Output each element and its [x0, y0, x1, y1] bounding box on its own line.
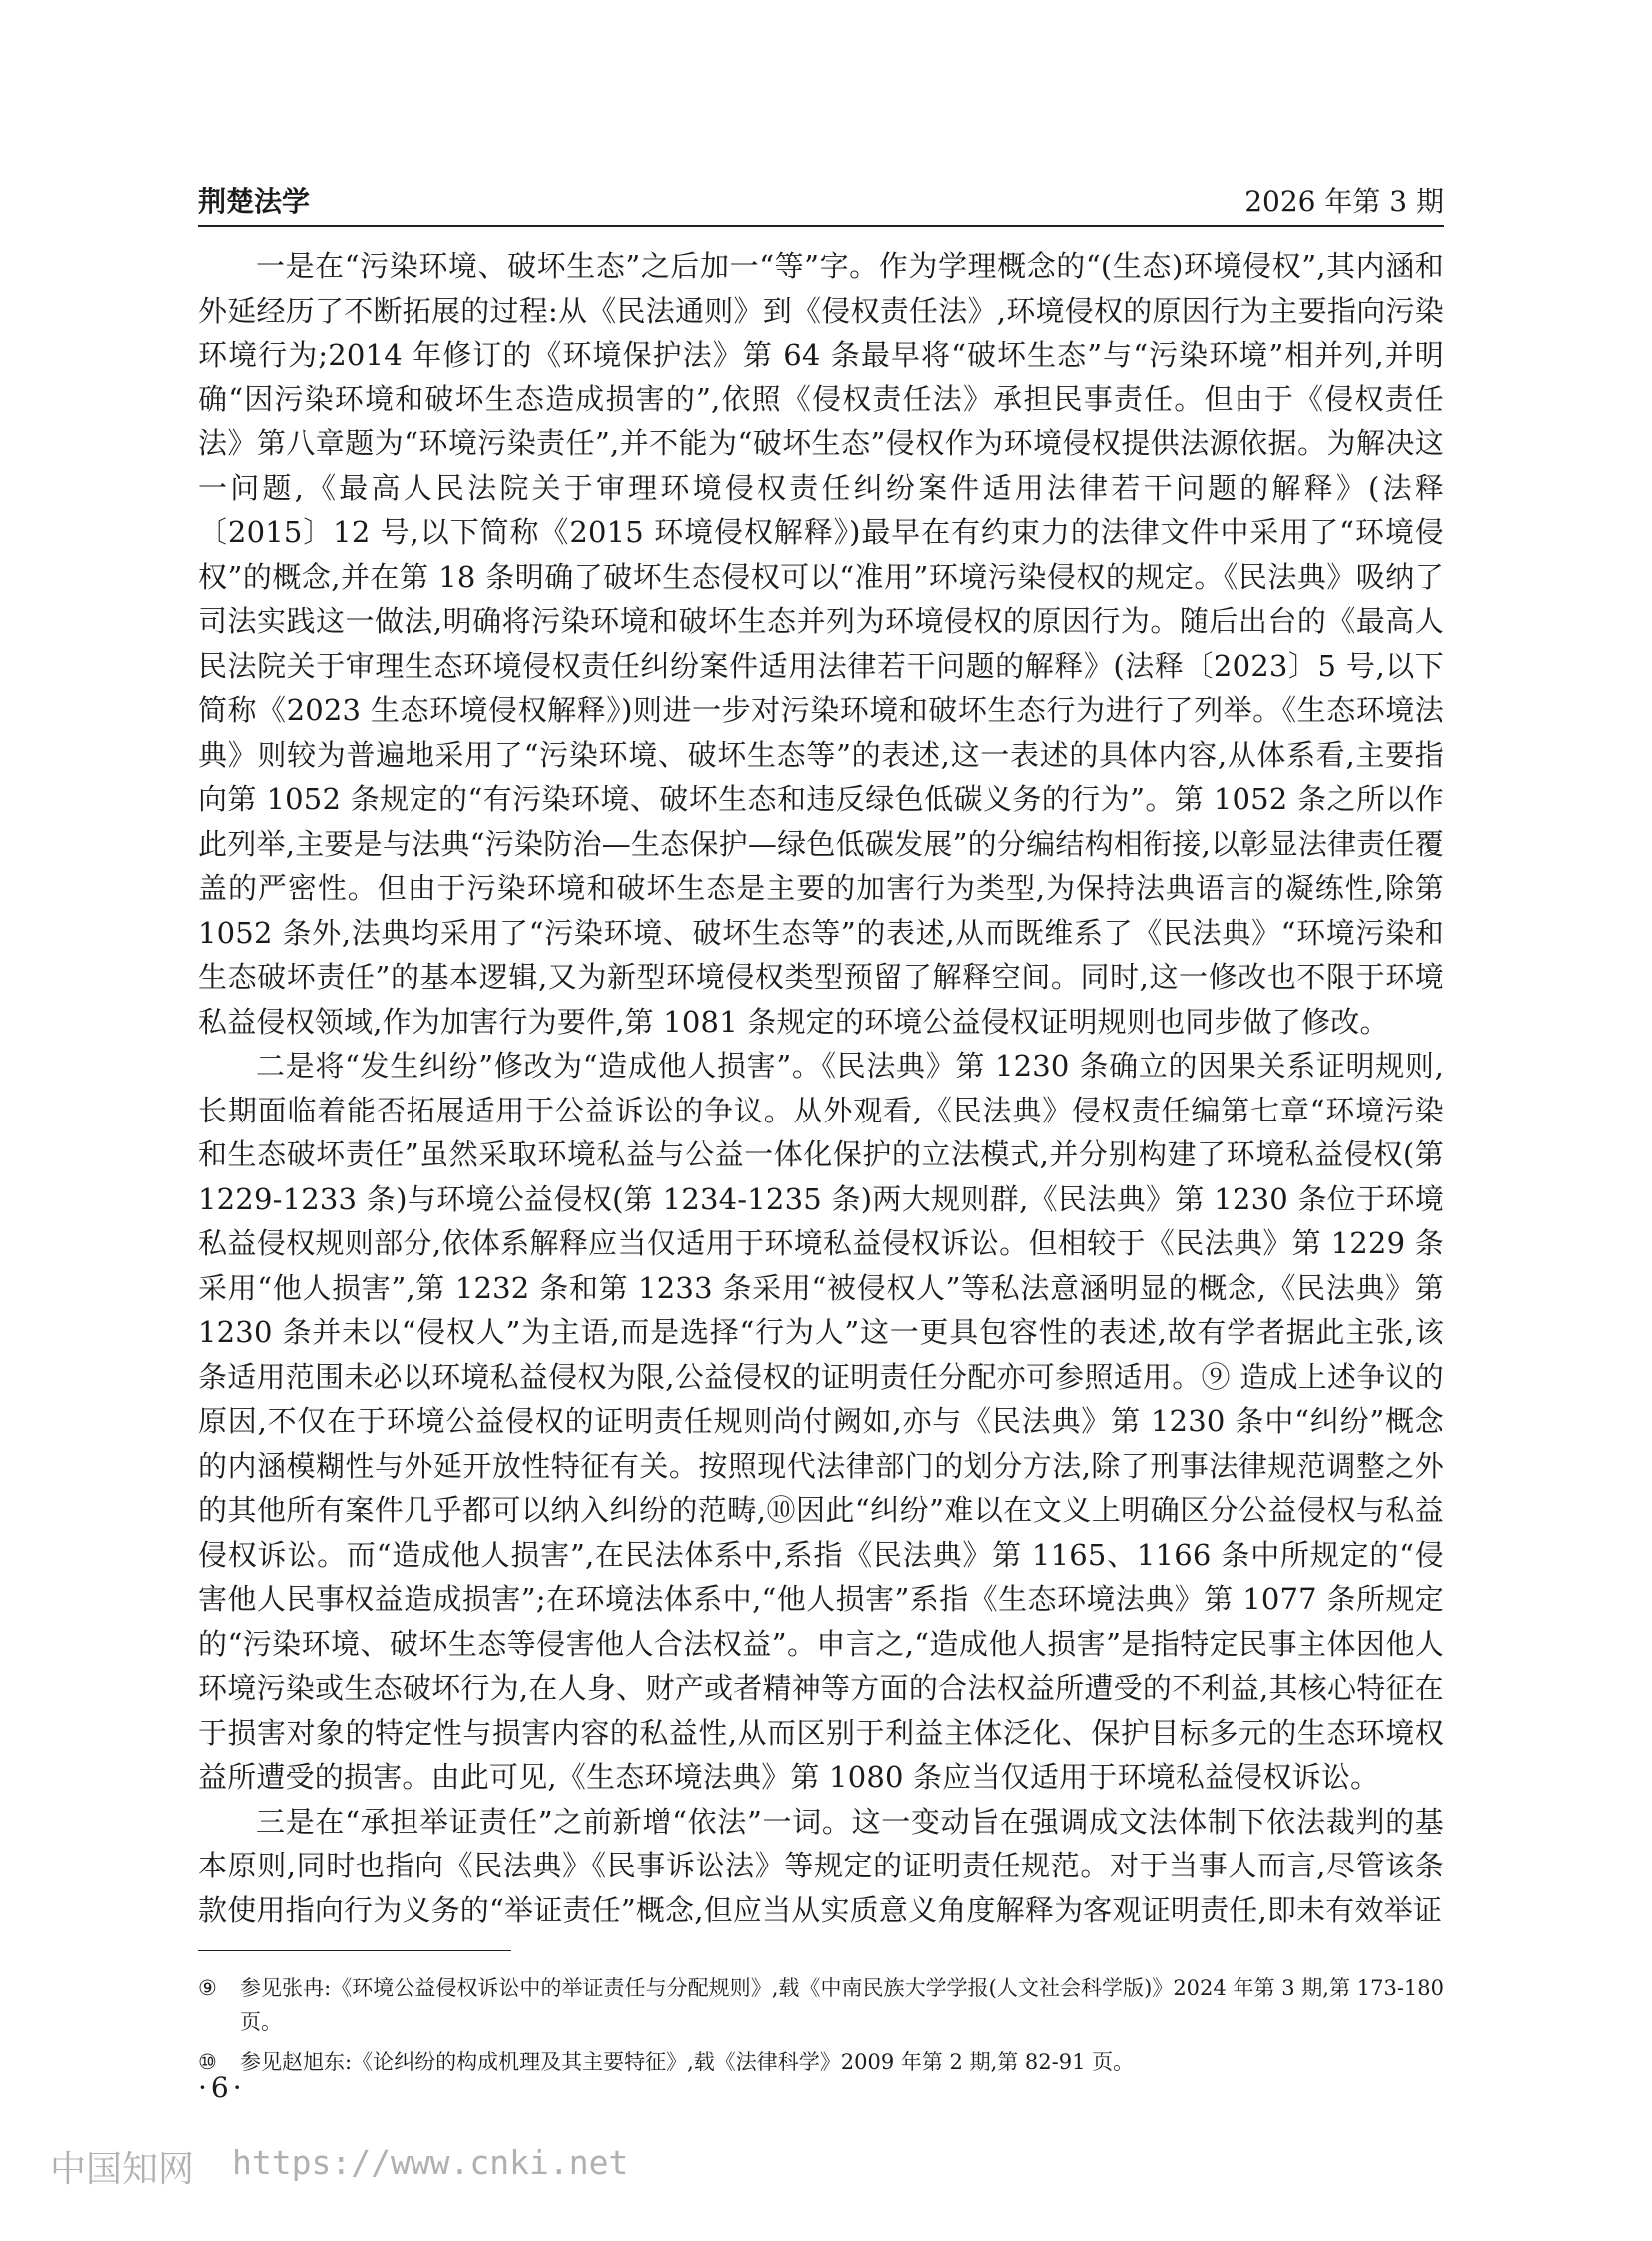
footnote-text: 参见张冉:《环境公益侵权诉讼中的举证责任与分配规则》,载《中南民族大学学报(人文社会科学版)》2024 年第 3 期,第 173-180 页。	[240, 1976, 1444, 2034]
page-number: ·6·	[198, 2071, 246, 2104]
paragraph-2: 二是将“发生纠纷”修改为“造成他人损害”。《民法典》第 1230 条确立的因果关系证明规则,长期面临着能否拓展适用于公益诉讼的争议。从外观看,《民法典》侵权责任编第七章“环境污染和生态破坏责任”虽然采取环境私益与公益一体化保护的立法模式,并分别构建了环境私益侵权(第 1229-1233 条)与环境公益侵权(第 1234-1235 条)两大规则群,《民法典》第 1230 条位于环境私益侵权规则部分,依体系解释应当仅适用于环境私益侵权诉讼。但相较于《民法典》第 1229 条采用“他人损害”,第 1232 条和第 1233 条采用“被侵权人”等私法意涵明显的概念,《民法典》第 1230 条并未以“侵权人”为主语,而是选择“行为人”这一更具包容性的表述,故有学者据此主张,该条适用范围未必以环境私益侵权为限,公益侵权的证明责任分配亦可参照适用。⑨ 造成上述争议的原因,不仅在于环境公益侵权的证明责任规则尚付阙如,亦与《民法典》第 1230 条中“纠纷”概念的内涵模糊性与外延开放性特征有关。按照现代法律部门的划分方法,除了刑事法律规范调整之外的其他所有案件几乎都可以纳入纠纷的范畴,⑩因此“纠纷”难以在文义上明确区分公益侵权与私益侵权诉讼。而“造成他人损害”,在民法体系中,系指《民法典》第 1165、1166 条中所规定的“侵害他人民事权益造成损害”;在环境法体系中,“他人损害”系指《生态环境法典》第 1077 条所规定的“污染环境、破坏生态等侵害他人合法权益”。申言之,“造成他人损害”是指特定民事主体因他人环境污染或生态破坏行为,在人身、财产或者精神等方面的合法权益所遭受的不利益,其核心特征在于损害对象的特定性与损害内容的私益性,从而区别于利益主体泛化、保护目标多元的生态环境权益所遭受的损害。由此可见,《生态环境法典》第 1080 条应当仅适用于环境私益侵权诉讼。	[198, 1049, 1444, 1794]
footnote-mark: ⑩	[198, 2050, 217, 2074]
footnote-9	[198, 1971, 1444, 2039]
header-divider	[198, 225, 1444, 227]
paragraph-1: 一是在“污染环境、破坏生态”之后加一“等”字。作为学理概念的“(生态)环境侵权”,其内涵和外延经历了不断拓展的过程:从《民法通则》到《侵权责任法》,环境侵权的原因行为主要指向污染环境行为;2014 年修订的《环境保护法》第 64 条最早将“破坏生态”与“污染环境”相并列,并明确“因污染环境和破坏生态造成损害的”,依照《侵权责任法》承担民事责任。但由于《侵权责任法》第八章题为“环境污染责任”,并不能为“破坏生态”侵权作为环境侵权提供法源依据。为解决这一问题,《最高人民法院关于审理环境侵权责任纠纷案件适用法律若干问题的解释》(法释〔2015〕12 号,以下简称《2015 环境侵权解释》)最早在有约束力的法律文件中采用了“环境侵权”的概念,并在第 18 条明确了破坏生态侵权可以“准用”环境污染侵权的规定。《民法典》吸纳了司法实践这一做法,明确将污染环境和破坏生态并列为环境侵权的原因行为。随后出台的《最高人民法院关于审理生态环境侵权责任纠纷案件适用法律若干问题的解释》(法释〔2023〕5 号,以下简称《2023 生态环境侵权解释》)则进一步对污染环境和破坏生态行为进行了列举。《生态环境法典》则较为普遍地采用了“污染环境、破坏生态等”的表述,这一表述的具体内容,从体系看,主要指向第 1052 条规定的“有污染环境、破坏生态和违反绿色低碳义务的行为”。第 1052 条之所以作此列举,主要是与法典“污染防治—生态保护—绿色低碳发展”的分编结构相衔接,以彰显法律责任覆盖的严密性。但由于污染环境和破坏生态是主要的加害行为类型,为保持法典语言的凝练性,除第 1052 条外,法典均采用了“污染环境、破坏生态等”的表述,从而既维系了《民法典》“环境污染和生态破坏责任”的基本逻辑,又为新型环境侵权类型预留了解释空间。同时,这一修改也不限于环境私益侵权领域,作为加害行为要件,第 1081 条规定的环境公益侵权证明规则也同步做了修改。	[198, 249, 1444, 1039]
footnote-text: 参见赵旭东:《论纠纷的构成机理及其主要特征》,载《法律科学》2009 年第 2 期,第 82-91 页。	[240, 2050, 1135, 2074]
paragraph-3: 三是在“承担举证责任”之前新增“依法”一词。这一变动旨在强调成文法体制下依法裁判的基本原则,同时也指向《民法典》《民事诉讼法》等规定的证明责任规范。对于当事人而言,尽管该条款使用指向行为义务的“举证责任”概念,但应当从实质意义角度解释为客观证明责任,即未有效举证	[198, 1804, 1444, 1927]
footnote-divider	[198, 1950, 511, 1951]
issue-label: 2026 年第 3 期	[1244, 185, 1444, 218]
watermark-url: https://www.cnki.net	[232, 2143, 629, 2182]
journal-name: 荆楚法学	[198, 185, 311, 218]
article-body	[198, 244, 1444, 1932]
footnote-10	[198, 2045, 1444, 2079]
footnotes	[198, 1971, 1444, 2085]
running-header	[198, 180, 1444, 220]
watermark-logo: 中国知网	[50, 2149, 195, 2190]
footnote-mark: ⑨	[198, 1976, 217, 2000]
